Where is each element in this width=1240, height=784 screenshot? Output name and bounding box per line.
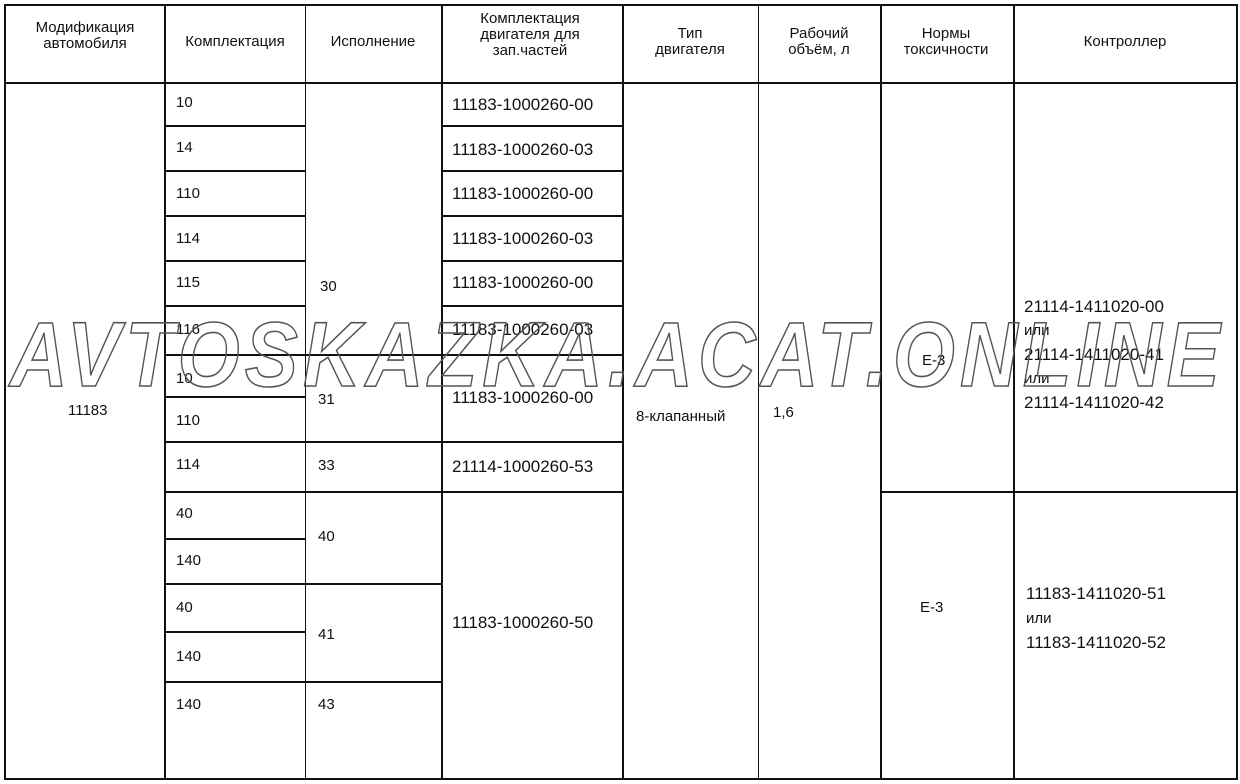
config-row-line bbox=[164, 215, 306, 217]
engine-config-cell: 11183-1000260-03 bbox=[452, 320, 594, 339]
config-row-line bbox=[164, 170, 306, 172]
config-row-line bbox=[164, 396, 306, 398]
version-cell: 31 bbox=[318, 391, 335, 408]
version-cell: 40 bbox=[318, 528, 335, 545]
version-row-line bbox=[305, 441, 442, 443]
configuration-cell: 115 bbox=[176, 274, 200, 291]
configuration-cell: 140 bbox=[176, 552, 202, 569]
configuration-cell: 110 bbox=[176, 412, 200, 429]
config-row-line bbox=[164, 681, 306, 683]
engine-config-row-line bbox=[441, 170, 624, 172]
controller-part-number: 21114-1411020-42 bbox=[1024, 393, 1164, 412]
controller-part-number: 21114-1411020-00 bbox=[1024, 297, 1164, 316]
configuration-cell: 116 bbox=[176, 321, 200, 338]
config-row-line bbox=[164, 305, 306, 307]
engine-config-cell: 11183-1000260-00 bbox=[452, 95, 594, 114]
watermark-text: AVTOSKAZKA.ACAT.ONLINE bbox=[8, 304, 1225, 406]
border-bottom bbox=[4, 778, 1238, 780]
version-row-line bbox=[305, 681, 442, 683]
engine-config-row-line bbox=[441, 125, 624, 127]
engine-config-cell: 11183-1000260-00 bbox=[452, 184, 594, 203]
displacement-cell: 1,6 bbox=[773, 404, 794, 421]
configuration-cell: 114 bbox=[176, 230, 200, 247]
engine-config-cell: 11183-1000260-03 bbox=[452, 140, 594, 159]
configuration-cell: 140 bbox=[176, 696, 202, 713]
version-row-line bbox=[305, 354, 442, 356]
engine-config-cell: 11183-1000260-00 bbox=[452, 273, 594, 292]
engine-config-row-line bbox=[441, 215, 624, 217]
engine-config-row-line bbox=[441, 260, 624, 262]
configuration-cell: 140 bbox=[176, 648, 202, 665]
version-cell: 30 bbox=[320, 278, 337, 295]
modification-cell: 11183 bbox=[68, 402, 108, 419]
config-row-line bbox=[164, 354, 306, 356]
engine-config-row-line bbox=[441, 491, 624, 493]
col-sep-4 bbox=[622, 4, 624, 780]
header-bottom-line bbox=[4, 82, 1238, 84]
configuration-cell: 114 bbox=[176, 456, 200, 473]
col-sep-5 bbox=[758, 4, 759, 780]
engine-config-cell: 11183-1000260-00 bbox=[452, 388, 594, 407]
configuration-cell: 10 bbox=[176, 94, 193, 111]
controller-or-label: или bbox=[1026, 610, 1052, 627]
col-sep-7 bbox=[1013, 4, 1015, 780]
header-displacement: Рабочий объём, л bbox=[788, 25, 850, 58]
config-row-line bbox=[164, 260, 306, 262]
config-row-line bbox=[164, 538, 306, 540]
config-row-line bbox=[164, 125, 306, 127]
header-configuration: Комплектация bbox=[185, 33, 285, 50]
header-controller: Контроллер bbox=[1083, 33, 1167, 50]
header-toxicity: Нормы токсичности bbox=[903, 25, 989, 58]
engine-config-row-line bbox=[441, 305, 624, 307]
col-sep-1 bbox=[164, 4, 166, 780]
group-separator-line bbox=[880, 491, 1238, 493]
header-engine-config: Комплектация двигателя для зап.частей bbox=[480, 10, 580, 59]
configuration-cell: 110 bbox=[176, 185, 200, 202]
toxicity-cell: E-3 bbox=[922, 352, 946, 369]
config-row-line bbox=[164, 583, 306, 585]
controller-part-number: 11183-1411020-51 bbox=[1026, 584, 1166, 603]
border-top bbox=[4, 4, 1238, 6]
controller-or-label: или bbox=[1024, 322, 1050, 339]
engine-config-row-line bbox=[441, 441, 624, 443]
header-version: Исполнение bbox=[330, 33, 416, 50]
engine-config-cell: 11183-1000260-03 bbox=[452, 229, 594, 248]
configuration-cell: 14 bbox=[176, 139, 193, 156]
col-sep-2 bbox=[305, 4, 306, 780]
configuration-cell: 40 bbox=[176, 505, 193, 522]
controller-or-label: или bbox=[1024, 370, 1050, 387]
version-cell: 41 bbox=[318, 626, 335, 643]
config-row-line bbox=[164, 441, 306, 443]
header-engine-type: Тип двигателя bbox=[655, 25, 725, 58]
version-cell: 43 bbox=[318, 696, 335, 713]
engine-config-cell: 21114-1000260-53 bbox=[452, 457, 594, 476]
col-sep-6 bbox=[880, 4, 882, 780]
border-right bbox=[1236, 4, 1238, 780]
config-row-line bbox=[164, 491, 306, 493]
version-row-line bbox=[305, 491, 442, 493]
engine-config-row-line bbox=[441, 354, 624, 356]
controller-part-number: 11183-1411020-52 bbox=[1026, 633, 1166, 652]
col-sep-3 bbox=[441, 4, 443, 780]
engine-config-cell: 11183-1000260-50 bbox=[452, 613, 594, 632]
configuration-cell: 10 bbox=[176, 370, 193, 387]
header-modification: Модификация автомобиля bbox=[35, 19, 135, 52]
border-left bbox=[4, 4, 6, 780]
engine-type-cell: 8-клапанный bbox=[636, 408, 726, 425]
version-row-line bbox=[305, 583, 442, 585]
configuration-cell: 40 bbox=[176, 599, 193, 616]
controller-part-number: 21114-1411020-41 bbox=[1024, 345, 1164, 364]
version-cell: 33 bbox=[318, 457, 335, 474]
toxicity-cell: E-3 bbox=[920, 599, 944, 616]
config-row-line bbox=[164, 631, 306, 633]
